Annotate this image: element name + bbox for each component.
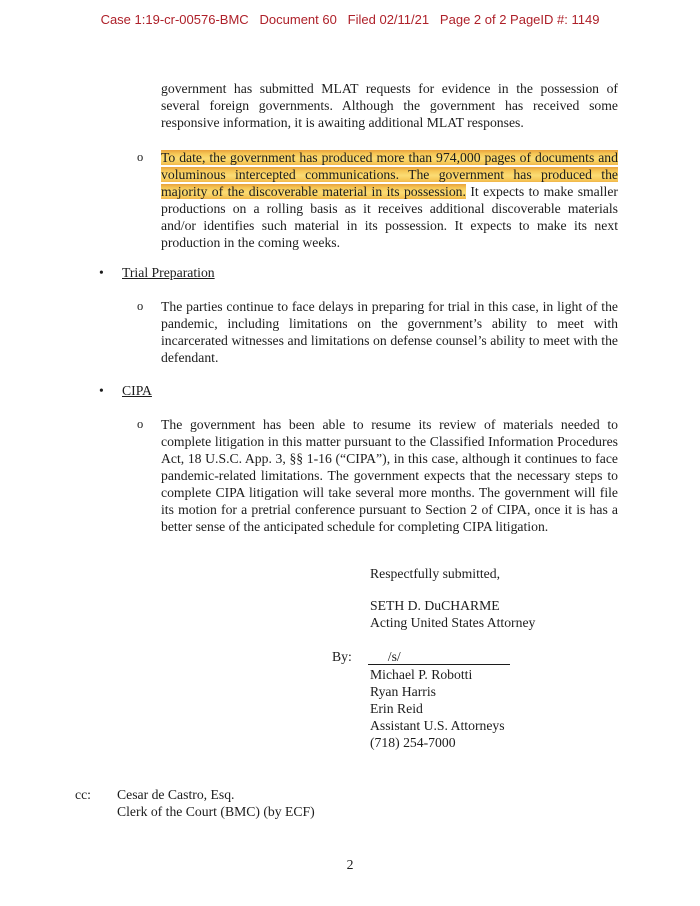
- intro-paragraph: government has submitted MLAT requests for evidence in the possession of several foreign governments. Although the government has received some responsive information, it is awaiting additional MLAT responses.: [161, 81, 618, 130]
- highlighted-text: To date, the government has produced more than 974,000 pages of documents and voluminous intercepted communications. The government has produced the majority of the discoverable material in its possession.: [161, 150, 618, 199]
- cipa-heading: CIPA: [122, 383, 152, 398]
- bullet-glyph: •: [99, 265, 104, 280]
- sub-bullet-glyph: o: [137, 299, 144, 313]
- attorney-name: Ryan Harris: [370, 684, 436, 699]
- trial-sub-item: [137, 298, 618, 366]
- attorney-name: Erin Reid: [370, 701, 423, 716]
- cc-recipients: [117, 786, 315, 820]
- attorneys-block: [370, 666, 505, 751]
- signature-line: [368, 649, 510, 665]
- ecf-header-stamp: Case 1:19-cr-00576-BMC Document 60 Filed 02/11/21 Page 2 of 2 PageID #: 1149: [100, 12, 600, 27]
- discovery-sub-item: [137, 149, 618, 251]
- cc-label: cc:: [75, 787, 91, 802]
- s-slash-signature: /s/: [387, 649, 401, 664]
- trial-preparation-heading: Trial Preparation: [122, 265, 215, 280]
- page-number: 2: [346, 857, 354, 872]
- discovery-paragraph: [161, 149, 618, 251]
- cc-block: [75, 786, 315, 820]
- cc-recipient: Cesar de Castro, Esq.: [117, 787, 235, 802]
- attorneys-title: Assistant U.S. Attorneys: [370, 718, 505, 733]
- signer-title: Acting United States Attorney: [370, 615, 536, 630]
- cc-recipient: Clerk of the Court (BMC) (by ECF): [117, 804, 315, 819]
- cipa-heading-row: [99, 382, 152, 399]
- by-signature-row: [332, 648, 510, 665]
- trial-paragraph: The parties continue to face delays in preparing for trial in this case, in light of the pandemic, including limitations on the government’s ability to meet with incarcerated witnesses and limitations on defense counsel’s ability to meet with the defendant.: [161, 299, 618, 365]
- cipa-sub-item: [137, 416, 618, 535]
- bullet-glyph: •: [99, 383, 104, 398]
- sub-bullet-glyph: o: [137, 417, 144, 431]
- trial-preparation-heading-row: [99, 264, 215, 281]
- sub-bullet-glyph: o: [137, 150, 144, 164]
- phone-number: (718) 254-7000: [370, 735, 456, 750]
- cipa-paragraph: The government has been able to resume its review of materials needed to complete litigation in this matter pursuant to the Classified Information Procedures Act, 18 U.S.C. App. 3, §§ 1-16 (“CIPA”), in this case, although it continues to face pandemic-related limitations. The government expects that the necessary steps to complete CIPA litigation will take several more months. The government will file its motion for a pretrial conference pursuant to Section 2 of CIPA, once it is has a better sense of the anticipated schedule for completing CIPA litigation.: [161, 417, 618, 534]
- respectfully-submitted: Respectfully submitted,: [370, 566, 501, 581]
- discovery-paragraph-rest: It expects to make smaller productions on a rolling basis as it receives additional discoverable materials and/or identifies such material in its possession. It expects to make its next production in the coming weeks.: [161, 184, 618, 250]
- signer-name: SETH D. DuCHARME: [370, 598, 500, 613]
- by-label: By:: [332, 649, 352, 664]
- attorney-name: Michael P. Robotti: [370, 667, 473, 682]
